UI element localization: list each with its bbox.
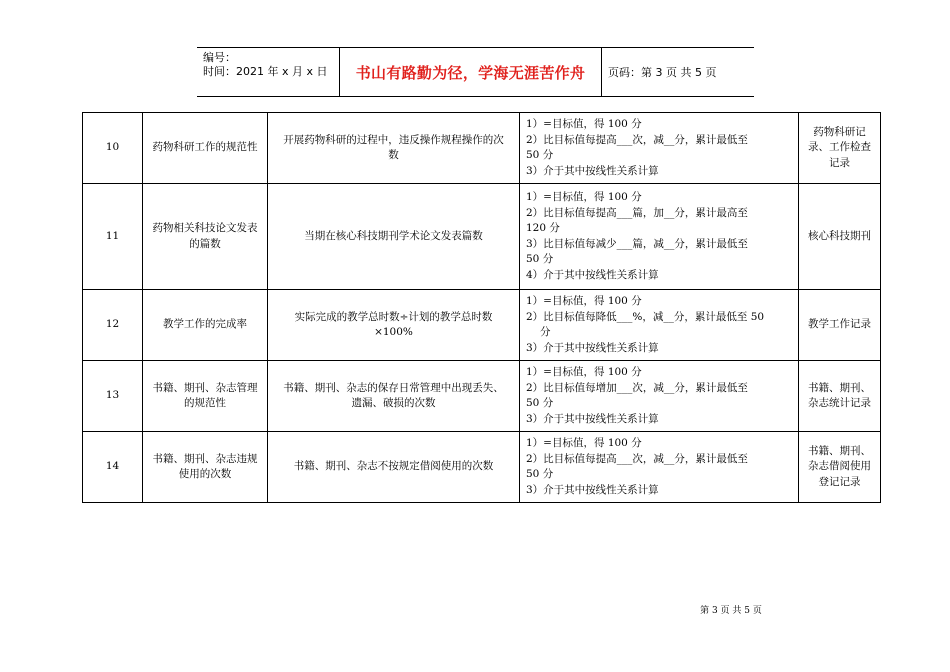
page-footer: 第 3 页 共 5 页 — [700, 606, 762, 616]
row-number: 14 — [83, 432, 143, 503]
data-source: 书籍、期刊、杂志借阅使用登记记录 — [799, 432, 881, 503]
row-number: 10 — [83, 113, 143, 184]
indicator-definition: 书籍、期刊、杂志不按规定借阅使用的次数 — [268, 432, 520, 503]
data-source: 核心科技期刊 — [799, 184, 881, 290]
scoring-rule-line: 1）=目标值，得 100 分 — [526, 437, 642, 449]
indicator-name: 书籍、期刊、杂志违规使用的次数 — [143, 432, 268, 503]
scoring-rule-line: 1）=目标值，得 100 分 — [526, 118, 642, 130]
table-row — [83, 113, 881, 184]
indicator-definition: 当期在核心科技期刊学术论文发表篇数 — [268, 184, 520, 290]
scoring-rule-line: 1）=目标值，得 100 分 — [526, 191, 642, 203]
scoring-rule-line: 3）介于其中按线性关系计算 — [526, 341, 659, 354]
scoring-rule-line: 1）=目标值，得 100 分 — [526, 295, 642, 307]
scoring-rule-line: 2）比目标值每提高___次，减__分，累计最低至 — [526, 452, 748, 465]
table-row — [83, 432, 881, 503]
row-number: 13 — [83, 361, 143, 432]
indicator-definition: 实际完成的教学总时数÷计划的教学总时数×100% — [268, 290, 520, 361]
scoring-rule-line: 分 — [540, 326, 551, 338]
scoring-rule-line: 3）介于其中按线性关系计算 — [526, 412, 659, 425]
header-page-code: 页码：第 3 页 共 5 页 — [608, 66, 717, 79]
serial-label: 编号： — [203, 51, 236, 64]
scoring-rule-line: 3）介于其中按线性关系计算 — [526, 164, 659, 177]
scoring-rule-line: 2）比目标值每降低___%，减__分，累计最低至 50 — [526, 310, 765, 323]
indicator-name: 教学工作的完成率 — [143, 290, 268, 361]
data-source: 书籍、期刊、杂志统计记录 — [799, 361, 881, 432]
scoring-rule-line: 2）比目标值每提高___篇，加__分，累计最高至 — [526, 206, 748, 219]
scoring-rules — [520, 184, 799, 290]
table-row — [83, 184, 881, 290]
row-number: 12 — [83, 290, 143, 361]
header-meta — [197, 48, 340, 96]
scoring-rule-line: 3）比目标值每减少___篇，减__分，累计最低至 — [526, 237, 748, 250]
page-header — [197, 47, 754, 97]
row-number: 11 — [83, 184, 143, 290]
indicator-name: 药物相关科技论文发表的篇数 — [143, 184, 268, 290]
kpi-table-body — [83, 113, 881, 503]
scoring-rules — [520, 113, 799, 184]
data-source: 教学工作记录 — [799, 290, 881, 361]
scoring-rule-line: 50 分 — [526, 397, 554, 409]
time-label: 时间：2021 年 x 月 x 日 — [203, 65, 328, 78]
indicator-definition: 书籍、期刊、杂志的保存日常管理中出现丢失、遗漏、破损的次数 — [268, 361, 520, 432]
indicator-definition: 开展药物科研的过程中，违反操作规程操作的次数 — [268, 113, 520, 184]
scoring-rule-line: 2）比目标值每增加___次，减__分，累计最低至 — [526, 381, 748, 394]
kpi-table — [82, 112, 881, 503]
indicator-name: 书籍、期刊、杂志管理的规范性 — [143, 361, 268, 432]
scoring-rule-line: 3）介于其中按线性关系计算 — [526, 483, 659, 496]
scoring-rule-line: 50 分 — [526, 253, 554, 265]
header-motto: 书山有路勤为径，学海无涯苦作舟 — [340, 48, 602, 96]
scoring-rules — [520, 432, 799, 503]
data-source: 药物科研记录、工作检查记录 — [799, 113, 881, 184]
scoring-rule-line: 1）=目标值，得 100 分 — [526, 366, 642, 378]
scoring-rule-line: 50 分 — [526, 468, 554, 480]
scoring-rule-line: 50 分 — [526, 149, 554, 161]
scoring-rule-line: 2）比目标值每提高___次，减__分，累计最低至 — [526, 133, 748, 146]
scoring-rules — [520, 361, 799, 432]
scoring-rule-line: 120 分 — [526, 222, 560, 234]
scoring-rule-line: 4）介于其中按线性关系计算 — [526, 268, 659, 281]
table-row — [83, 361, 881, 432]
table-row — [83, 290, 881, 361]
scoring-rules — [520, 290, 799, 361]
indicator-name: 药物科研工作的规范性 — [143, 113, 268, 184]
